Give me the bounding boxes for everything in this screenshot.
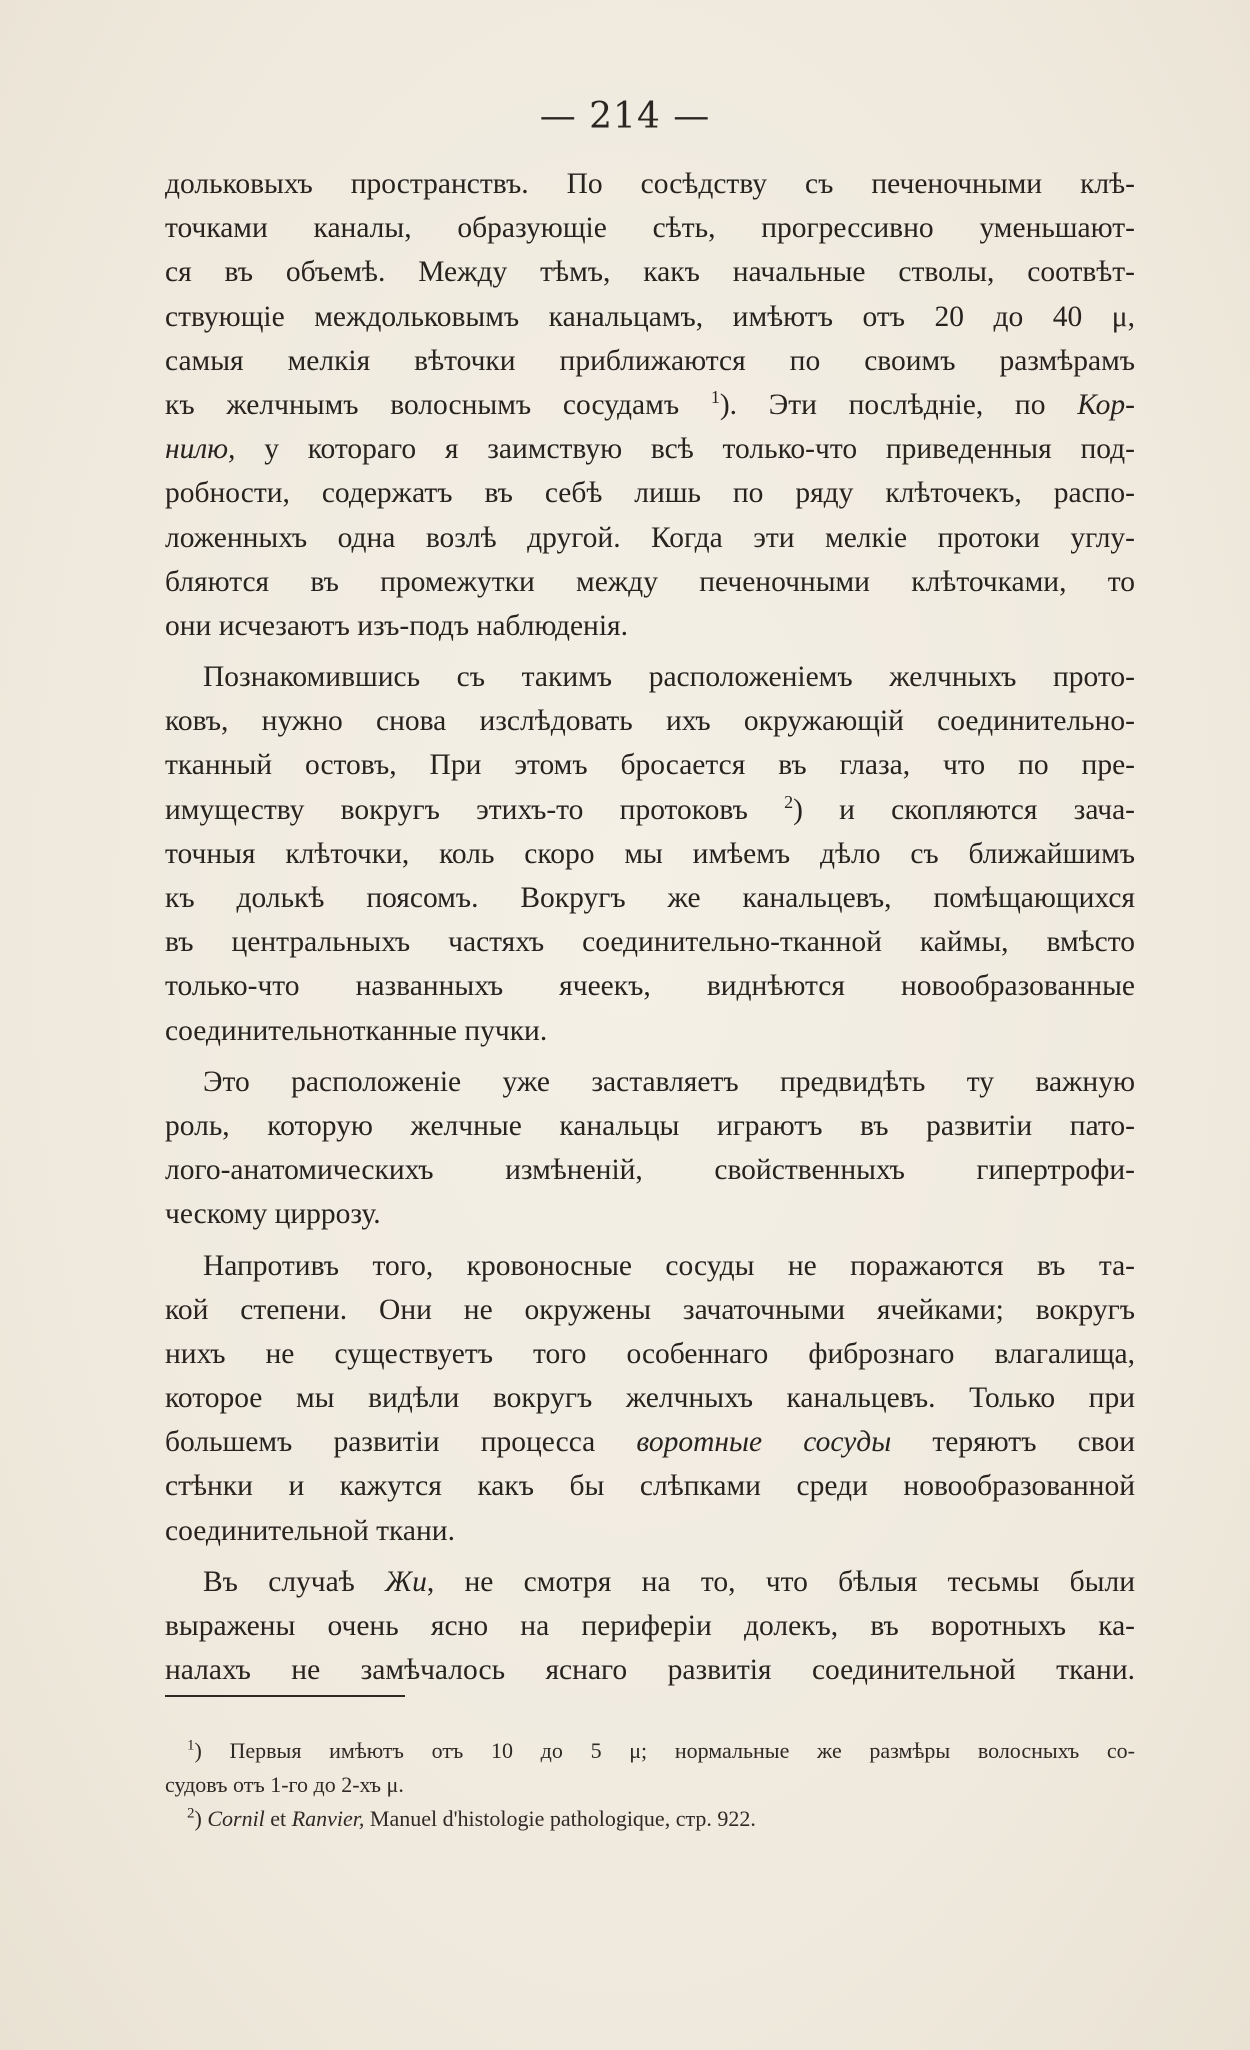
italic-text: Жи (385, 1565, 427, 1598)
text-run: , не смотря на то, что бѣлыя тесьмы были (426, 1565, 1135, 1598)
text-run: Въ случаѣ (203, 1565, 386, 1598)
text-run: ствующіе междольковымъ канальцамъ, имѣютъ отъ 20 до 40 μ, (165, 300, 1135, 333)
text-run: налахъ не замѣчалось яснаго развитія соединительной ткани. (165, 1654, 1135, 1687)
text-line (165, 206, 1135, 250)
text-line (165, 162, 1135, 206)
text-line (165, 1560, 1135, 1604)
text-run: ложенныхъ одна возлѣ другой. Когда эти мелкіе протоки углу- (165, 521, 1135, 554)
text-run: выражены очень ясно на периферіи долекъ, въ воротныхъ ка- (165, 1610, 1135, 1642)
text-run: теряютъ свои (891, 1426, 1135, 1459)
text-run: бляются въ промежутки между печеночными клѣточками, то (165, 565, 1135, 598)
text-line (165, 832, 1135, 876)
footnote-mark-paren: ) (194, 1806, 208, 1831)
text-line (165, 1148, 1135, 1192)
italic-text: воротные сосуды (636, 1426, 892, 1459)
text-run: Manuel d'histologie pathologique, стр. 922. (364, 1806, 756, 1831)
text-line (165, 1420, 1135, 1464)
italic-text: Кор- (1077, 388, 1135, 421)
text-run: судовъ отъ 1-го до 2-хъ μ. (165, 1772, 404, 1797)
footnote-line (165, 1802, 1135, 1836)
text-run: точныя клѣточки, коль скоро мы имѣемъ дѣло съ ближайшимъ (165, 837, 1135, 870)
page-number: — 214 — (539, 96, 711, 137)
footnote-mark: 2 (187, 1805, 195, 1822)
text-line (165, 1288, 1135, 1332)
text-line (165, 339, 1135, 383)
text-run: дольковыхъ пространствъ. По сосѣдству съ печеночными клѣ- (165, 168, 1135, 200)
italic-text: Cornil (207, 1806, 265, 1831)
text-line (165, 516, 1135, 560)
text-run: которое мы видѣли вокругъ желчныхъ канальцевъ. Только при (165, 1382, 1135, 1415)
text-run: ковъ, нужно снова изслѣдовать ихъ окружающій соединительно- (165, 705, 1135, 738)
text-line (165, 604, 1135, 648)
text-run: ческому циррозу. (165, 1198, 381, 1231)
text-line (165, 655, 1135, 699)
text-line (165, 920, 1135, 964)
paragraph (165, 1560, 1135, 1693)
italic-text: нилю, (165, 433, 236, 466)
text-line (165, 964, 1135, 1008)
text-run: тканный остовъ, При этомъ бросается въ глаза, что по пре- (165, 749, 1135, 782)
text-line (165, 1509, 1135, 1553)
main-text (165, 162, 1135, 1699)
text-run: лого-анатомическихъ измѣненій, свойственныхъ гипертрофи- (165, 1154, 1135, 1187)
text-run: точками каналы, образующіе сѣть, прогрессивно уменьшают- (165, 212, 1135, 245)
text-line (165, 788, 1135, 832)
text-line (165, 560, 1135, 604)
footnote-mark-paren: ) (194, 1738, 230, 1763)
text-run: роль, которую желчные канальцы играютъ въ развитіи пато- (165, 1109, 1135, 1142)
text-run: въ центральныхъ частяхъ соединительно-тканной каймы, вмѣсто (165, 926, 1135, 959)
text-run: Познакомившись съ такимъ расположеніемъ желчныхъ прото- (203, 661, 1135, 694)
text-run: у котораго я заимствую всѣ только-что приведенныя под- (235, 433, 1135, 466)
text-run: ). Эти послѣдніе, по (719, 388, 1078, 421)
text-line (165, 1332, 1135, 1376)
text-line (165, 743, 1135, 787)
text-line (165, 471, 1135, 515)
text-run: ся въ объемѣ. Между тѣмъ, какъ начальные стволы, соотвѣт- (165, 256, 1135, 289)
footnotes (165, 1734, 1135, 1836)
text-run: соединительной ткани. (165, 1514, 455, 1547)
footnote-separator (165, 1695, 405, 1697)
text-run: Первыя имѣютъ отъ 10 до 5 μ; нормальные же размѣры волосныхъ со- (229, 1738, 1135, 1763)
text-run: самыя мелкія вѣточки приближаются по своимъ размѣрамъ (165, 344, 1135, 377)
footnote-mark: 1 (187, 1737, 195, 1754)
text-line (165, 1464, 1135, 1508)
footnote-line (165, 1734, 1135, 1768)
italic-text: Ranvier, (291, 1806, 365, 1831)
text-line (165, 1009, 1135, 1053)
text-run: имуществу вокругъ этихъ-то протоковъ (165, 793, 785, 826)
text-run: робности, содержатъ въ себѣ лишь по ряду клѣточекъ, распо- (165, 477, 1135, 510)
text-line (165, 383, 1135, 427)
text-run: соединительнотканные пучки. (165, 1014, 548, 1047)
footnote-reference: 2 (784, 791, 794, 812)
text-run: нихъ не существуетъ того особеннаго фибрознаго влагалища, (165, 1337, 1135, 1370)
text-line (165, 1060, 1135, 1104)
text-line (165, 1104, 1135, 1148)
text-run: большемъ развитіи процесса (165, 1426, 637, 1459)
footnote-reference: 1 (710, 387, 720, 408)
text-run: et (264, 1806, 292, 1831)
text-run: къ долькѣ поясомъ. Вокругъ же канальцевъ, помѣщающихся (165, 882, 1135, 914)
text-line (165, 1648, 1135, 1692)
text-line (165, 250, 1135, 294)
paragraph (165, 1060, 1135, 1237)
footnote-line (165, 1768, 1135, 1802)
text-run: къ желчнымъ волоснымъ сосудамъ (165, 388, 711, 421)
text-run: стѣнки и кажутся какъ бы слѣпками среди новообразованной (165, 1470, 1135, 1503)
text-run: кой степени. Они не окружены зачаточными ячейками; вокругъ (165, 1293, 1135, 1326)
paragraph (165, 1244, 1135, 1553)
text-run: они исчезаютъ изъ-подъ наблюденія. (165, 609, 628, 642)
paragraph (165, 655, 1135, 1053)
text-run: ) и скопляются зача- (793, 793, 1135, 826)
text-line (165, 876, 1135, 920)
text-line (165, 1604, 1135, 1648)
text-run: Это расположеніе уже заставляетъ предвидѣть ту важную (203, 1065, 1135, 1098)
paragraph (165, 162, 1135, 648)
text-line (165, 427, 1135, 471)
text-line (165, 1376, 1135, 1420)
text-run: Напротивъ того, кровоносные сосуды не поражаются въ та- (203, 1249, 1135, 1282)
text-line (165, 1244, 1135, 1288)
text-line (165, 699, 1135, 743)
text-run: только-что названныхъ ячеекъ, виднѣются новообразованные (165, 970, 1135, 1003)
text-line (165, 1192, 1135, 1236)
text-line (165, 295, 1135, 339)
